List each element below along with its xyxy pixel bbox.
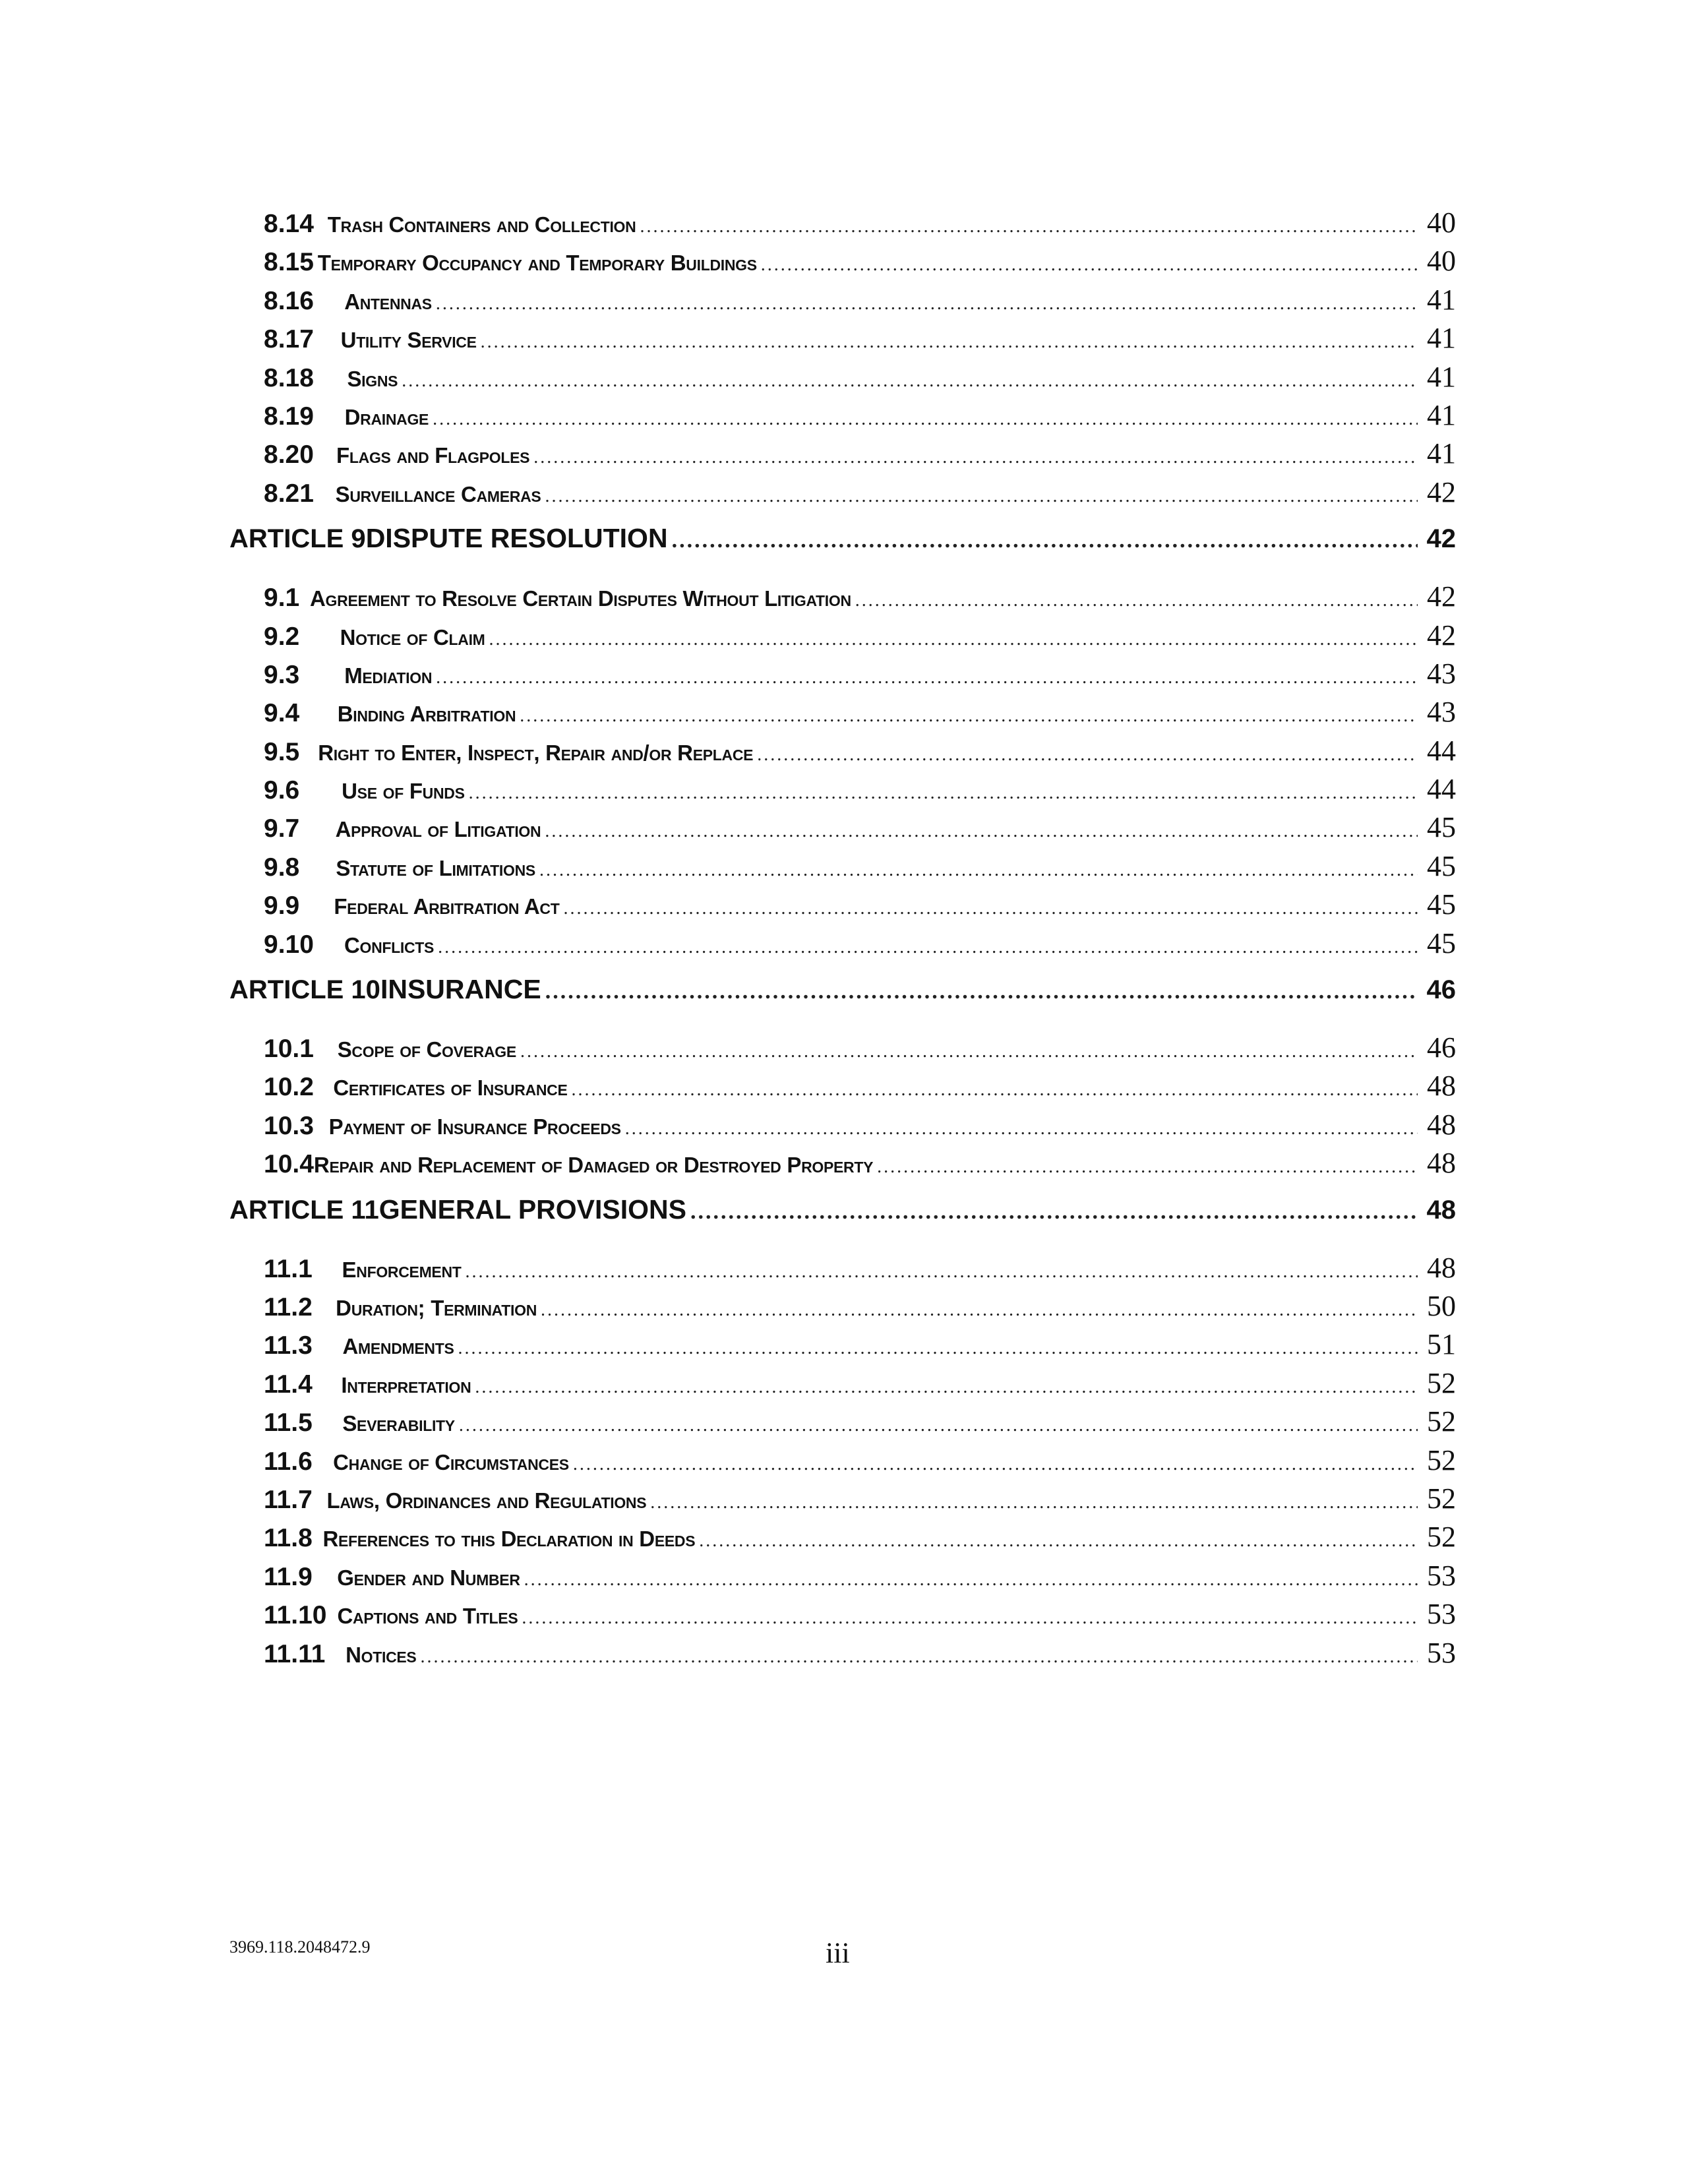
toc-section-entry[interactable] (229, 475, 1456, 514)
toc-entry-title: Captions and Titles (337, 1604, 518, 1629)
dot-leader (563, 898, 1418, 919)
toc-entry-page: 46 (1427, 1031, 1456, 1064)
table-of-contents (229, 206, 1456, 1674)
dot-leader (475, 1377, 1418, 1398)
dot-leader (699, 1531, 1418, 1552)
dot-leader (672, 528, 1418, 553)
toc-entry-title: Agreement to Resolve Certain Disputes Without Litigation (310, 586, 851, 611)
toc-section-entry[interactable] (229, 1443, 1456, 1482)
toc-entry-page: 52 (1427, 1521, 1456, 1554)
toc-entry-page: 52 (1427, 1482, 1456, 1515)
toc-entry-title: Enforcement (342, 1257, 462, 1282)
toc-entry-number: 11.7 (264, 1485, 313, 1514)
toc-entry-title: Utility Service (340, 328, 477, 353)
page-number: iii (826, 1937, 850, 1969)
toc-entry-page: 50 (1427, 1289, 1456, 1322)
dot-leader (436, 667, 1418, 688)
toc-entry-page: 45 (1427, 888, 1456, 921)
dot-leader (524, 1569, 1418, 1591)
toc-entry-number: 9.7 (264, 814, 300, 843)
toc-entry-number: 8.14 (264, 210, 314, 238)
document-id: 3969.118.2048472.9 (229, 1937, 371, 1957)
toc-entry-title: Approval of Litigation (335, 817, 541, 842)
toc-entry-number: 8.19 (264, 402, 314, 431)
toc-entry-number: 8.17 (264, 325, 314, 354)
dot-leader (438, 937, 1418, 958)
toc-entry-number: 11.1 (264, 1254, 313, 1283)
toc-section-entry[interactable] (229, 1597, 1456, 1635)
toc-entry-page: 52 (1427, 1405, 1456, 1438)
toc-entry-page: 42 (1427, 619, 1456, 652)
dot-leader (481, 332, 1418, 353)
toc-entry-title: Signs (347, 366, 398, 391)
toc-section-entry[interactable] (229, 1559, 1456, 1597)
toc-entry-number: 11.6 (264, 1447, 313, 1476)
toc-entry-page: 41 (1427, 360, 1456, 393)
toc-entry-page: 48 (1427, 1147, 1456, 1180)
toc-entry-title: Notice of Claim (340, 624, 485, 650)
dot-leader (545, 486, 1418, 507)
toc-entry-page: 44 (1427, 773, 1456, 806)
toc-entry-page: 51 (1427, 1328, 1456, 1361)
toc-entry-number: 9.5 (264, 737, 300, 766)
toc-entry-page: 45 (1427, 849, 1456, 882)
toc-entry-number: ARTICLE 10 (229, 975, 380, 1005)
toc-section-entry[interactable] (229, 1108, 1456, 1146)
toc-entry-number: 11.9 (264, 1562, 313, 1591)
toc-entry-title: Scope of Coverage (337, 1037, 516, 1062)
toc-entry-number: 10.4 (264, 1150, 314, 1179)
toc-entry-page: 44 (1427, 734, 1456, 767)
toc-entry-title: DISPUTE RESOLUTION (365, 523, 668, 554)
toc-entry-page: 48 (1426, 1195, 1456, 1225)
dot-leader (757, 744, 1418, 766)
toc-entry-number: 9.6 (264, 776, 300, 805)
dot-leader (436, 293, 1418, 315)
toc-entry-page: 42 (1427, 475, 1456, 508)
toc-section-entry[interactable] (229, 244, 1456, 282)
dot-leader (469, 783, 1418, 804)
toc-entry-page: 42 (1426, 524, 1456, 554)
toc-section-entry[interactable] (229, 1146, 1456, 1184)
toc-section-entry[interactable] (229, 580, 1456, 618)
dot-leader (761, 255, 1418, 276)
toc-entry-number: 8.16 (264, 286, 314, 315)
toc-entry-number: 11.5 (264, 1409, 313, 1438)
toc-entry-title: Federal Arbitration Act (334, 894, 560, 919)
dot-leader (459, 1415, 1418, 1436)
toc-entry-number: 11.2 (264, 1292, 313, 1321)
toc-entry-number: ARTICLE 9 (229, 524, 366, 554)
toc-entry-number: 11.4 (264, 1370, 313, 1399)
toc-entry-title: Trash Containers and Collection (327, 212, 636, 237)
toc-entry-number: 9.4 (264, 699, 300, 728)
toc-entry-number: 9.8 (264, 853, 300, 882)
toc-entry-number: 10.3 (264, 1111, 314, 1140)
dot-leader (533, 447, 1418, 468)
toc-entry-title: Repair and Replacement of Damaged or Destroyed Property (313, 1153, 874, 1178)
toc-entry-number: 10.1 (264, 1035, 314, 1064)
dot-leader (458, 1338, 1418, 1359)
dot-leader (520, 1041, 1418, 1062)
toc-entry-page: 41 (1427, 322, 1456, 355)
toc-entry-title: Interpretation (341, 1372, 471, 1397)
toc-entry-number: 10.2 (264, 1073, 314, 1102)
dot-leader (572, 1079, 1418, 1101)
toc-section-entry[interactable] (229, 619, 1456, 657)
toc-entry-page: 40 (1427, 206, 1456, 239)
toc-entry-page: 40 (1427, 245, 1456, 278)
toc-section-entry[interactable] (229, 360, 1456, 398)
toc-entry-page: 53 (1427, 1598, 1456, 1631)
dot-leader (522, 1608, 1418, 1629)
toc-entry-number: 9.1 (264, 584, 300, 613)
toc-entry-page: 45 (1427, 926, 1456, 959)
toc-entry-number: 8.20 (264, 440, 314, 470)
toc-entry-number: 9.10 (264, 930, 314, 959)
toc-entry-number: 8.15 (264, 248, 314, 277)
toc-entry-number: 11.3 (264, 1331, 313, 1360)
toc-entry-page: 52 (1427, 1443, 1456, 1476)
toc-entry-title: Temporary Occupancy and Temporary Buildings (317, 251, 757, 276)
toc-entry-title: Drainage (344, 404, 429, 429)
toc-entry-page: 45 (1427, 811, 1456, 844)
toc-entry-title: Payment of Insurance Proceeds (328, 1114, 621, 1139)
toc-article-heading[interactable] (229, 523, 1456, 580)
toc-section-entry[interactable] (229, 1405, 1456, 1443)
toc-entry-title: Amendments (342, 1334, 454, 1359)
toc-entry-title: Flags and Flagpoles (336, 443, 530, 468)
toc-entry-title: References to this Declaration in Deeds (322, 1527, 696, 1552)
toc-section-entry[interactable] (229, 398, 1456, 437)
toc-entry-number: 9.9 (264, 892, 300, 921)
toc-entry-title: INSURANCE (380, 974, 541, 1005)
toc-section-entry[interactable] (229, 1069, 1456, 1107)
toc-entry-page: 43 (1427, 696, 1456, 729)
dot-leader (650, 1492, 1418, 1513)
toc-entry-page: 41 (1427, 398, 1456, 431)
toc-entry-title: Binding Arbitration (337, 702, 516, 727)
toc-section-entry[interactable] (229, 772, 1456, 810)
toc-article-heading[interactable] (229, 1194, 1456, 1251)
toc-entry-title: Right to Enter, Inspect, Repair and/or Replace (318, 740, 754, 765)
toc-entry-number: 11.11 (264, 1639, 326, 1668)
toc-entry-page: 42 (1427, 580, 1456, 613)
toc-entry-title: Antennas (344, 289, 432, 314)
toc-entry-page: 41 (1427, 283, 1456, 316)
dot-leader (541, 1300, 1418, 1321)
dot-leader (640, 216, 1418, 237)
dot-leader (539, 860, 1418, 881)
toc-section-entry[interactable] (229, 1636, 1456, 1674)
toc-section-entry[interactable] (229, 1251, 1456, 1289)
toc-entry-number: 11.8 (264, 1524, 313, 1553)
toc-section-entry[interactable] (229, 1327, 1456, 1366)
toc-entry-title: Change of Circumstances (333, 1449, 569, 1474)
toc-entry-number: 8.21 (264, 479, 314, 508)
dot-leader (402, 371, 1418, 392)
dot-leader (433, 409, 1418, 430)
toc-entry-page: 48 (1427, 1070, 1456, 1103)
toc-entry-page: 43 (1427, 657, 1456, 690)
toc-entry-page: 46 (1426, 975, 1456, 1005)
dot-leader (855, 590, 1418, 611)
dot-leader (877, 1157, 1418, 1178)
dot-leader (545, 821, 1418, 842)
toc-entry-number: 9.3 (264, 660, 300, 689)
toc-section-entry[interactable] (229, 321, 1456, 359)
toc-section-entry[interactable] (229, 888, 1456, 926)
toc-entry-page: 52 (1427, 1366, 1456, 1399)
dot-leader (420, 1647, 1418, 1668)
dot-leader (690, 1199, 1418, 1225)
toc-entry-page: 41 (1427, 437, 1456, 470)
toc-section-entry[interactable] (229, 1031, 1456, 1069)
toc-entry-title: Conflicts (344, 932, 435, 957)
toc-entry-title: Duration; Termination (336, 1295, 537, 1320)
dot-leader (489, 629, 1418, 650)
toc-section-entry[interactable] (229, 1289, 1456, 1327)
toc-entry-number: 8.18 (264, 363, 314, 392)
toc-entry-number: 11.10 (264, 1601, 327, 1630)
toc-entry-title: Severability (342, 1411, 455, 1436)
toc-entry-title: Gender and Number (337, 1565, 520, 1590)
toc-entry-title: Statute of Limitations (336, 855, 535, 880)
toc-section-entry[interactable] (229, 1366, 1456, 1405)
toc-article-heading[interactable] (229, 974, 1456, 1031)
dot-leader (625, 1118, 1418, 1139)
toc-entry-title: Mediation (344, 663, 433, 688)
toc-section-entry[interactable] (229, 657, 1456, 695)
toc-section-entry[interactable] (229, 1520, 1456, 1558)
toc-section-entry[interactable] (229, 810, 1456, 849)
toc-entry-title: Surveillance Cameras (335, 481, 541, 506)
toc-entry-number: 9.2 (264, 622, 300, 651)
toc-section-entry[interactable] (229, 437, 1456, 475)
toc-entry-title: GENERAL PROVISIONS (378, 1194, 686, 1225)
toc-entry-page: 48 (1427, 1251, 1456, 1284)
toc-entry-title: Use of Funds (342, 779, 465, 804)
dot-leader (573, 1454, 1418, 1475)
toc-section-entry[interactable] (229, 206, 1456, 244)
toc-entry-title: Notices (346, 1642, 417, 1667)
dot-leader (520, 706, 1418, 727)
toc-section-entry[interactable] (229, 849, 1456, 888)
toc-entry-title: Certificates of Insurance (333, 1076, 568, 1101)
toc-section-entry[interactable] (229, 926, 1456, 965)
toc-section-entry[interactable] (229, 695, 1456, 733)
toc-entry-page: 53 (1427, 1636, 1456, 1669)
toc-section-entry[interactable] (229, 1482, 1456, 1520)
toc-section-entry[interactable] (229, 283, 1456, 321)
dot-leader (545, 979, 1418, 1004)
toc-entry-page: 48 (1427, 1108, 1456, 1141)
toc-entry-number: ARTICLE 11 (229, 1195, 379, 1225)
dot-leader (466, 1261, 1418, 1283)
toc-entry-page: 53 (1427, 1559, 1456, 1592)
toc-section-entry[interactable] (229, 734, 1456, 772)
toc-entry-title: Laws, Ordinances and Regulations (326, 1488, 647, 1513)
